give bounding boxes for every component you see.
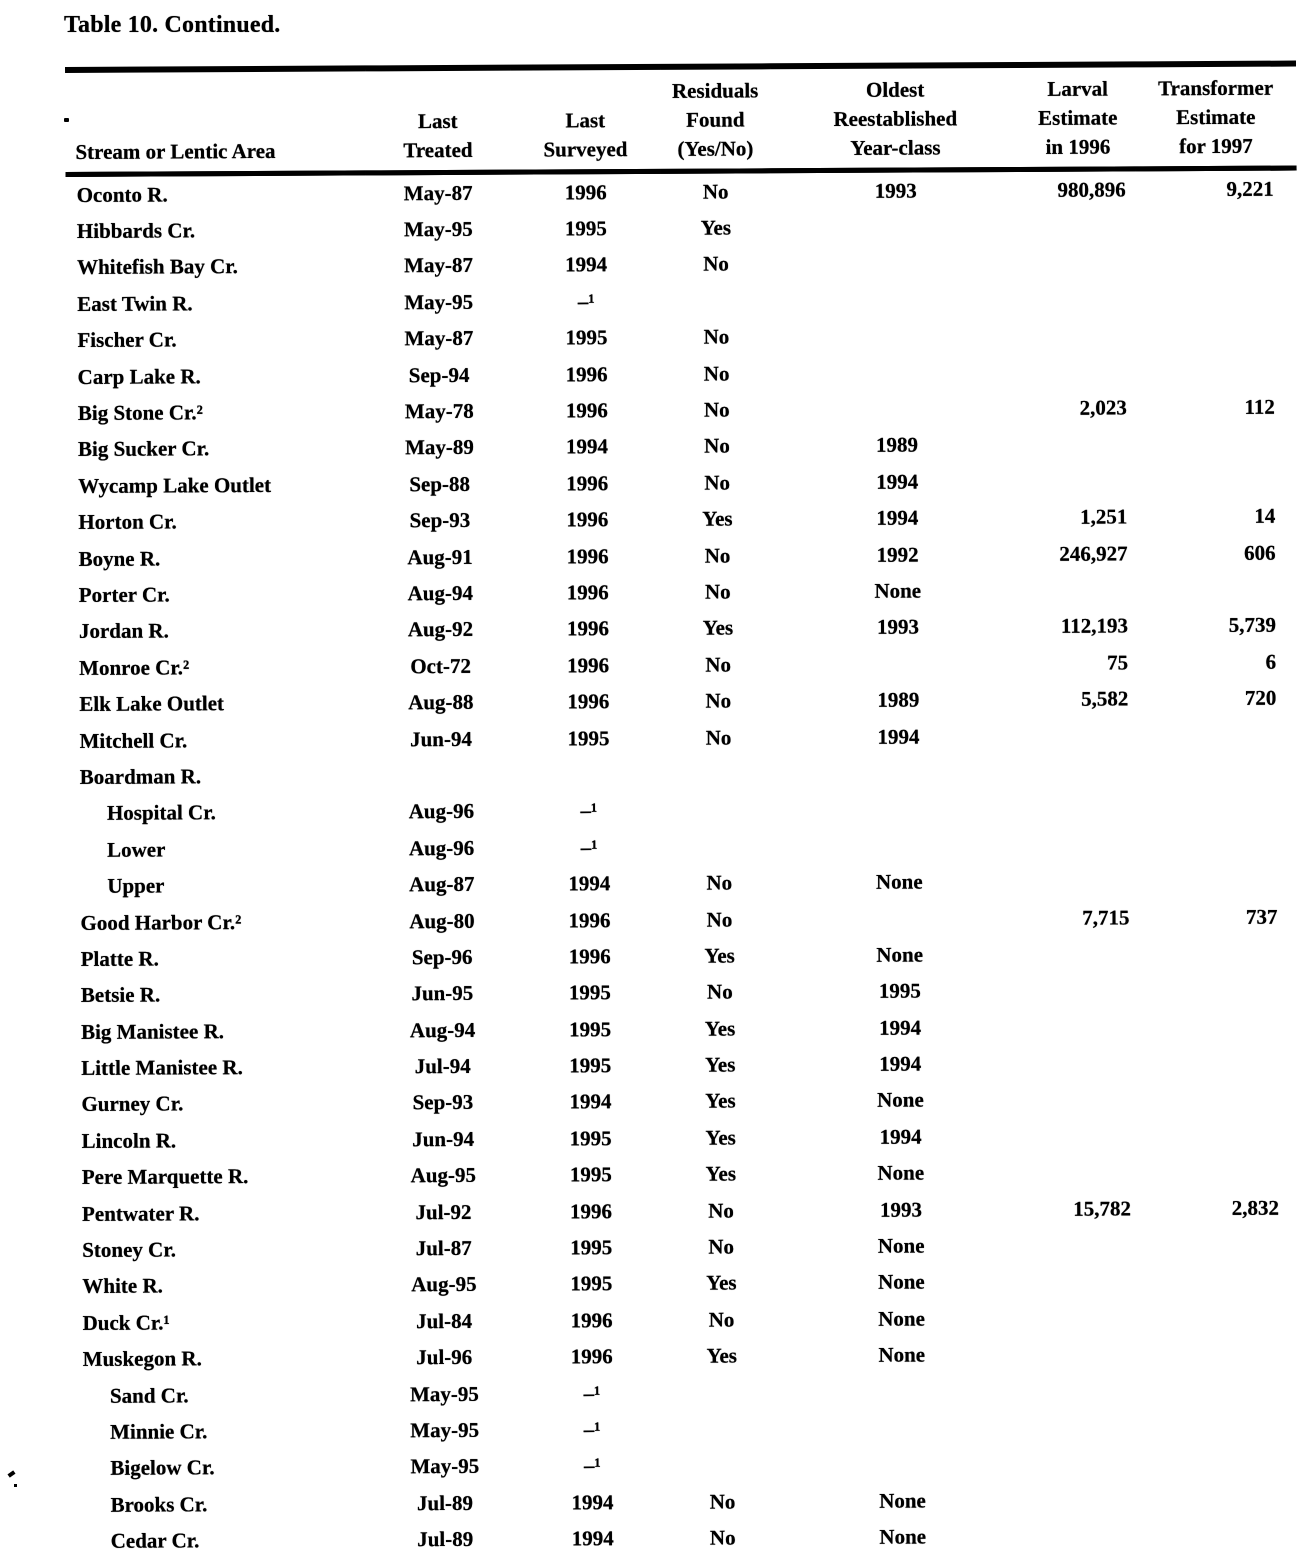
- scan-artifact: [64, 118, 69, 122]
- last-surveyed-cell: 1996: [567, 689, 610, 714]
- oldest-year-class-cell: None: [879, 1488, 926, 1513]
- header-stream: [65, 68, 366, 174]
- residuals-found-cell: Yes: [704, 1052, 736, 1077]
- last-treated-cell: Sep-88: [409, 471, 471, 497]
- transformer-estimate-cell: [1141, 1153, 1302, 1190]
- transformer-estimate-cell: 6: [1265, 649, 1277, 674]
- oldest-year-class-cell: [774, 791, 1024, 829]
- last-treated-cell: May-95: [410, 1417, 480, 1443]
- last-surveyed-cell: 1996: [566, 616, 610, 641]
- larval-estimate-cell: 246,927: [1059, 541, 1128, 566]
- last-treated-cell: Jun-94: [410, 726, 473, 751]
- last-surveyed-cell: 1995: [569, 1053, 612, 1078]
- last-surveyed-cell: 1995: [570, 1271, 613, 1296]
- last-surveyed-cell: 1996: [566, 507, 609, 532]
- last-treated-cell: Jul-87: [415, 1235, 472, 1261]
- last-treated-cell: May-95: [403, 216, 473, 242]
- residuals-found-cell: No: [706, 907, 733, 932]
- larval-estimate-cell: [1025, 1045, 1140, 1082]
- last-surveyed-cell: 1994: [568, 871, 611, 896]
- last-surveyed-cell: –¹: [580, 798, 598, 823]
- oldest-year-class-cell: 1992: [876, 542, 919, 567]
- residuals-found-cell: [661, 282, 771, 319]
- larval-estimate-cell: [1022, 353, 1137, 390]
- transformer-estimate-cell: [1142, 1481, 1303, 1518]
- oldest-year-class-cell: 1994: [877, 724, 920, 749]
- residuals-found-cell: No: [703, 397, 730, 422]
- larval-estimate-cell: 7,715: [1082, 904, 1130, 930]
- oldest-year-class-cell: [774, 900, 1024, 938]
- last-treated-cell: Sep-96: [411, 944, 473, 970]
- stream-name-cell: Hibbards Cr.: [76, 218, 196, 244]
- stream-name-cell: Stoney Cr.: [82, 1237, 176, 1262]
- stream-name-cell: Platte R.: [80, 946, 159, 971]
- transformer-estimate-cell: 5,739: [1228, 613, 1277, 638]
- transformer-estimate-cell: [1140, 1080, 1301, 1117]
- header-stream-label: Stream or Lentic Area: [75, 138, 276, 164]
- residuals-found-cell: No: [703, 361, 730, 386]
- oldest-year-class-cell: None: [875, 869, 923, 894]
- transformer-estimate-cell: [1136, 316, 1297, 353]
- table-body: [66, 168, 1304, 1560]
- last-treated-cell: [369, 757, 514, 794]
- last-treated-cell: Aug-95: [411, 1272, 477, 1297]
- residuals-found-cell: No: [703, 324, 730, 349]
- oldest-year-class-cell: None: [877, 1233, 925, 1258]
- last-treated-cell: Jul-89: [416, 1490, 474, 1515]
- last-treated-cell: Aug-92: [407, 617, 474, 642]
- larval-estimate-cell: 75: [1107, 650, 1129, 675]
- larval-estimate-cell: 15,782: [1073, 1196, 1132, 1221]
- larval-estimate-cell: [1027, 1481, 1142, 1518]
- stream-name-cell: Mitchell Cr.: [79, 727, 188, 753]
- residuals-found-cell: No: [704, 543, 731, 568]
- oldest-year-class-cell: [777, 1409, 1027, 1447]
- larval-estimate-cell: [1021, 208, 1136, 245]
- page-title: Table 10. Continued.: [64, 12, 281, 38]
- residuals-found-cell: Yes: [700, 215, 732, 240]
- oldest-year-class-cell: [771, 318, 1021, 356]
- larval-estimate-cell: [1021, 281, 1136, 318]
- larval-estimate-cell: [1023, 717, 1138, 754]
- larval-estimate-cell: [1027, 1409, 1142, 1446]
- last-treated-cell: Aug-94: [409, 1017, 476, 1042]
- stream-name-cell: Good Harbor Cr.²: [80, 909, 242, 935]
- larval-estimate-cell: [1024, 863, 1139, 900]
- last-surveyed-cell: 1996: [565, 361, 608, 387]
- stream-name-cell: Boardman R.: [79, 764, 202, 789]
- residuals-found-cell: No: [705, 652, 732, 677]
- stream-name-cell: Sand Cr.: [109, 1382, 189, 1408]
- transformer-estimate-cell: [1136, 243, 1297, 280]
- scan-artifact: [7, 1470, 15, 1477]
- stream-name-cell: East Twin R.: [77, 291, 193, 316]
- oldest-year-class-cell: None: [877, 1160, 925, 1185]
- last-treated-cell: Jul-84: [415, 1308, 473, 1333]
- transformer-estimate-cell: 112: [1244, 394, 1275, 419]
- residuals-found-cell: Yes: [705, 1125, 736, 1150]
- last-surveyed-cell: 1995: [565, 325, 608, 350]
- oldest-year-class-cell: 1994: [878, 1015, 922, 1040]
- last-treated-cell: May-95: [410, 1454, 480, 1479]
- larval-estimate-cell: [1024, 754, 1139, 791]
- transformer-estimate-cell: [1143, 1517, 1304, 1554]
- larval-estimate-cell: 5,582: [1081, 686, 1129, 711]
- transformer-estimate-cell: 2,832: [1231, 1195, 1280, 1220]
- residuals-found-cell: No: [706, 870, 733, 895]
- last-treated-cell: Aug-91: [407, 544, 473, 569]
- stream-name-cell: Minnie Cr.: [110, 1419, 208, 1444]
- last-treated-cell: Sep-93: [409, 508, 471, 533]
- header-transformer-estimate: Transformer Estimate for 1997: [1135, 64, 1297, 169]
- stream-name-cell: Muskegon R.: [82, 1346, 202, 1372]
- transformer-estimate-cell: [1139, 753, 1300, 790]
- larval-estimate-cell: [1026, 1154, 1141, 1191]
- last-treated-cell: Jul-94: [414, 1053, 471, 1079]
- oldest-year-class-cell: 1993: [874, 178, 917, 203]
- residuals-found-cell: [664, 828, 774, 865]
- oldest-year-class-cell: None: [877, 1087, 924, 1113]
- stream-name-cell: Monroe Cr.²: [79, 655, 190, 680]
- stream-name-cell: Horton Cr.: [78, 509, 177, 535]
- last-treated-cell: Aug-87: [409, 871, 475, 897]
- oldest-year-class-cell: [771, 281, 1021, 319]
- stream-name-cell: Big Sucker Cr.: [77, 436, 210, 462]
- last-surveyed-cell: 1996: [565, 398, 608, 423]
- last-treated-cell: Jul-96: [416, 1345, 473, 1370]
- oldest-year-class-cell: 1994: [876, 505, 919, 530]
- oldest-year-class-cell: None: [874, 578, 922, 603]
- oldest-year-class-cell: [771, 208, 1021, 246]
- residuals-found-cell: No: [704, 433, 730, 459]
- transformer-estimate-cell: [1137, 425, 1298, 462]
- last-surveyed-cell: –¹: [583, 1417, 601, 1442]
- last-treated-cell: Sep-94: [408, 362, 470, 387]
- last-treated-cell: Aug-96: [408, 835, 475, 860]
- larval-estimate-cell: [1025, 1081, 1140, 1118]
- residuals-found-cell: No: [706, 979, 733, 1004]
- larval-estimate-cell: [1024, 790, 1139, 827]
- transformer-estimate-cell: 9,221: [1226, 176, 1274, 201]
- larval-estimate-cell: [1026, 1227, 1141, 1264]
- oldest-year-class-cell: None: [878, 1306, 925, 1331]
- larval-estimate-cell: [1027, 1372, 1142, 1409]
- stream-name-cell: Cedar Cr.: [110, 1528, 200, 1553]
- oldest-year-class-cell: None: [878, 1342, 926, 1367]
- oldest-year-class-cell: [774, 754, 1024, 792]
- last-surveyed-cell: 1994: [571, 1526, 614, 1551]
- oldest-year-class-cell: 1993: [879, 1197, 923, 1222]
- last-surveyed-cell: 1995: [567, 725, 610, 750]
- residuals-found-cell: Yes: [702, 615, 734, 641]
- residuals-found-cell: No: [705, 688, 732, 713]
- last-surveyed-cell: –¹: [577, 289, 595, 314]
- larval-estimate-cell: [1026, 1118, 1141, 1155]
- transformer-estimate-cell: [1141, 1117, 1302, 1154]
- oldest-year-class-cell: None: [877, 1269, 925, 1295]
- residuals-found-cell: [664, 756, 774, 793]
- transformer-estimate-cell: [1142, 1444, 1303, 1481]
- residuals-found-cell: Yes: [702, 506, 733, 531]
- last-treated-cell: Aug-96: [408, 799, 475, 824]
- larval-estimate-cell: [1026, 1299, 1141, 1336]
- header-oldest-year-class: Oldest Reestablished Year-class: [770, 65, 1021, 171]
- table-container: [65, 61, 1304, 1560]
- oldest-year-class-cell: 1989: [875, 432, 919, 458]
- stream-name-cell: Elk Lake Outlet: [79, 691, 225, 717]
- residuals-found-cell: [667, 1411, 777, 1448]
- last-surveyed-cell: 1996: [566, 580, 609, 605]
- stream-name-cell: Big Stone Cr.²: [77, 400, 203, 425]
- last-surveyed-cell: 1994: [569, 1089, 612, 1114]
- stream-name-cell: Porter Cr.: [78, 582, 170, 607]
- residuals-found-cell: [667, 1447, 777, 1484]
- stream-name-cell: Jordan R.: [78, 618, 169, 644]
- residuals-found-cell: Yes: [705, 1088, 736, 1114]
- last-treated-cell: May-87: [403, 180, 473, 205]
- last-surveyed-cell: 1996: [568, 907, 611, 932]
- stream-name-cell: Hospital Cr.: [106, 800, 216, 826]
- last-surveyed-cell: 1995: [568, 1016, 612, 1042]
- stream-name-cell: Brooks Cr.: [110, 1492, 208, 1517]
- residuals-found-cell: No: [704, 579, 731, 604]
- last-treated-cell: May-87: [404, 326, 474, 351]
- oldest-year-class-cell: [777, 1446, 1027, 1484]
- larval-estimate-cell: 980,896: [1057, 177, 1126, 202]
- last-surveyed-cell: –¹: [583, 1380, 601, 1405]
- transformer-estimate-cell: [1140, 1008, 1301, 1045]
- residuals-found-cell: No: [708, 1198, 734, 1223]
- oldest-year-class-cell: [772, 390, 1022, 428]
- transformer-estimate-cell: [1140, 935, 1301, 972]
- transformer-estimate-cell: [1136, 280, 1297, 317]
- larval-estimate-cell: [1026, 1263, 1141, 1300]
- residuals-found-cell: Yes: [706, 1270, 737, 1296]
- last-treated-cell: Aug-80: [409, 908, 475, 933]
- stream-name-cell: Fischer Cr.: [77, 327, 177, 353]
- last-treated-cell: Jul-89: [417, 1527, 474, 1552]
- last-treated-cell: May-78: [404, 398, 474, 424]
- last-surveyed-cell: 1994: [564, 252, 608, 277]
- last-surveyed-cell: [514, 756, 664, 793]
- transformer-estimate-cell: [1142, 1335, 1303, 1372]
- last-treated-cell: May-95: [404, 289, 474, 315]
- oldest-year-class-cell: [774, 827, 1024, 865]
- residuals-found-cell: Yes: [706, 1343, 737, 1368]
- transformer-estimate-cell: [1141, 1262, 1302, 1299]
- stream-name-cell: Oconto R.: [76, 182, 168, 207]
- last-treated-cell: Jun-95: [411, 981, 474, 1006]
- oldest-year-class-cell: 1995: [878, 978, 921, 1004]
- residuals-found-cell: No: [703, 251, 729, 277]
- stream-name-cell: Pere Marquette R.: [81, 1164, 249, 1190]
- larval-estimate-cell: [1023, 572, 1138, 609]
- oldest-year-class-cell: 1994: [879, 1051, 922, 1076]
- last-surveyed-cell: 1996: [567, 652, 610, 678]
- last-surveyed-cell: 1996: [566, 470, 609, 496]
- transformer-estimate-cell: [1139, 862, 1300, 899]
- stream-name-cell: Bigelow Cr.: [110, 1455, 215, 1481]
- stream-name-cell: Whitefish Bay Cr.: [76, 254, 238, 280]
- oldest-year-class-cell: 1994: [879, 1124, 922, 1149]
- residuals-found-cell: No: [708, 1234, 735, 1259]
- residuals-found-cell: Yes: [704, 943, 735, 968]
- last-surveyed-cell: 1996: [570, 1344, 613, 1369]
- larval-estimate-cell: [1027, 1336, 1142, 1373]
- header-residuals-found: Residuals Found (Yes/No): [660, 66, 771, 171]
- stream-name-cell: Carp Lake R.: [77, 363, 201, 389]
- stream-name-cell: Lincoln R.: [81, 1128, 177, 1153]
- transformer-estimate-cell: 606: [1243, 540, 1276, 565]
- residuals-found-cell: No: [709, 1489, 736, 1514]
- last-surveyed-cell: 1995: [568, 980, 611, 1005]
- header-larval-estimate: Larval Estimate in 1996: [1020, 64, 1136, 169]
- header-last-treated: Last Treated: [365, 68, 511, 173]
- last-treated-cell: May-89: [405, 435, 474, 460]
- oldest-year-class-cell: 1993: [876, 614, 920, 640]
- larval-estimate-cell: [1027, 1445, 1142, 1482]
- last-surveyed-cell: 1994: [565, 434, 609, 459]
- oldest-year-class-cell: [772, 354, 1022, 392]
- larval-estimate-cell: 1,251: [1080, 504, 1128, 529]
- stream-name-cell: Big Manistee R.: [80, 1018, 225, 1044]
- residuals-found-cell: No: [709, 1525, 736, 1550]
- oldest-year-class-cell: None: [876, 942, 924, 967]
- larval-estimate-cell: [1025, 1008, 1140, 1045]
- last-surveyed-cell: 1995: [564, 216, 607, 241]
- transformer-estimate-cell: [1142, 1371, 1303, 1408]
- larval-estimate-cell: [1028, 1518, 1143, 1555]
- header-last-surveyed: Last Surveyed: [510, 67, 661, 172]
- stream-name-cell: White R.: [82, 1273, 163, 1299]
- residuals-found-cell: No: [708, 1307, 735, 1332]
- residuals-found-cell: Yes: [704, 1016, 736, 1041]
- stream-name-cell: Betsie R.: [80, 982, 161, 1008]
- last-surveyed-cell: 1996: [566, 543, 609, 568]
- last-surveyed-cell: –¹: [583, 1453, 601, 1478]
- transformer-estimate-cell: [1139, 826, 1300, 863]
- larval-estimate-cell: 2,023: [1079, 395, 1127, 420]
- residuals-found-cell: [664, 792, 774, 829]
- stream-name-cell: Pentwater R.: [81, 1200, 200, 1226]
- larval-estimate-cell: [1021, 244, 1136, 281]
- scan-artifact: [14, 1484, 17, 1487]
- oldest-year-class-cell: [777, 1373, 1027, 1411]
- stream-name-cell: Wycamp Lake Outlet: [78, 472, 272, 498]
- stream-name-cell: Upper: [107, 873, 165, 898]
- stream-name-cell: Lower: [107, 837, 166, 862]
- last-surveyed-cell: 1995: [570, 1235, 613, 1260]
- header-row: [65, 64, 1297, 175]
- transformer-estimate-cell: [1138, 716, 1299, 753]
- oldest-year-class-cell: 1989: [877, 687, 920, 712]
- last-surveyed-cell: 1996: [568, 944, 611, 969]
- last-treated-cell: Jun-94: [412, 1126, 475, 1152]
- stream-name-cell: Little Manistee R.: [81, 1055, 243, 1080]
- last-surveyed-cell: 1996: [569, 1198, 613, 1223]
- transformer-estimate-cell: [1140, 971, 1301, 1008]
- transformer-estimate-cell: [1137, 353, 1298, 390]
- larval-estimate-cell: [1025, 972, 1140, 1009]
- larval-estimate-cell: 112,193: [1060, 613, 1129, 639]
- transformer-estimate-cell: [1142, 1408, 1303, 1445]
- table-row: [73, 1517, 1304, 1560]
- transformer-estimate-cell: [1138, 571, 1299, 608]
- last-treated-cell: Oct-72: [410, 653, 472, 678]
- last-treated-cell: May-87: [404, 253, 474, 278]
- transformer-estimate-cell: 737: [1245, 904, 1278, 929]
- last-surveyed-cell: 1994: [571, 1489, 614, 1515]
- transformer-estimate-cell: [1137, 462, 1298, 499]
- stream-name-cell: Boyne R.: [78, 546, 161, 571]
- oldest-year-class-cell: None: [879, 1524, 927, 1549]
- last-surveyed-cell: 1995: [569, 1162, 612, 1187]
- last-treated-cell: Aug-95: [410, 1163, 477, 1188]
- transformer-estimate-cell: [1140, 1044, 1301, 1081]
- oldest-year-class-cell: 1994: [876, 469, 919, 494]
- last-treated-cell: Jul-92: [415, 1199, 472, 1224]
- transformer-estimate-cell: 720: [1244, 685, 1277, 710]
- table-row: [66, 168, 1297, 213]
- oldest-year-class-cell: [771, 245, 1021, 283]
- larval-estimate-cell: [1022, 463, 1137, 500]
- larval-estimate-cell: [1021, 317, 1136, 354]
- residuals-found-cell: Yes: [705, 1161, 737, 1186]
- transformer-estimate-cell: [1136, 207, 1297, 244]
- transformer-estimate-cell: [1139, 789, 1300, 826]
- residuals-found-cell: [667, 1374, 777, 1411]
- last-treated-cell: Aug-94: [407, 580, 473, 606]
- transformer-estimate-cell: [1141, 1299, 1302, 1336]
- last-surveyed-cell: 1996: [564, 179, 607, 205]
- last-surveyed-cell: 1996: [570, 1307, 613, 1333]
- larval-estimate-cell: [1025, 936, 1140, 973]
- lamprey-treatment-table: [65, 61, 1304, 1560]
- last-treated-cell: Sep-93: [412, 1090, 474, 1115]
- last-surveyed-cell: –¹: [580, 834, 598, 860]
- residuals-found-cell: No: [702, 179, 729, 204]
- stream-name-cell: Duck Cr.¹: [82, 1310, 170, 1335]
- residuals-found-cell: No: [704, 470, 731, 495]
- last-treated-cell: May-95: [409, 1381, 479, 1406]
- last-treated-cell: Aug-88: [408, 690, 474, 715]
- larval-estimate-cell: [1022, 426, 1137, 463]
- transformer-estimate-cell: [1141, 1226, 1302, 1263]
- oldest-year-class-cell: [773, 645, 1023, 683]
- residuals-found-cell: No: [705, 725, 732, 750]
- larval-estimate-cell: [1024, 826, 1139, 863]
- last-surveyed-cell: 1995: [569, 1125, 612, 1151]
- transformer-estimate-cell: 14: [1254, 503, 1276, 528]
- stream-name-cell: Gurney Cr.: [81, 1091, 184, 1117]
